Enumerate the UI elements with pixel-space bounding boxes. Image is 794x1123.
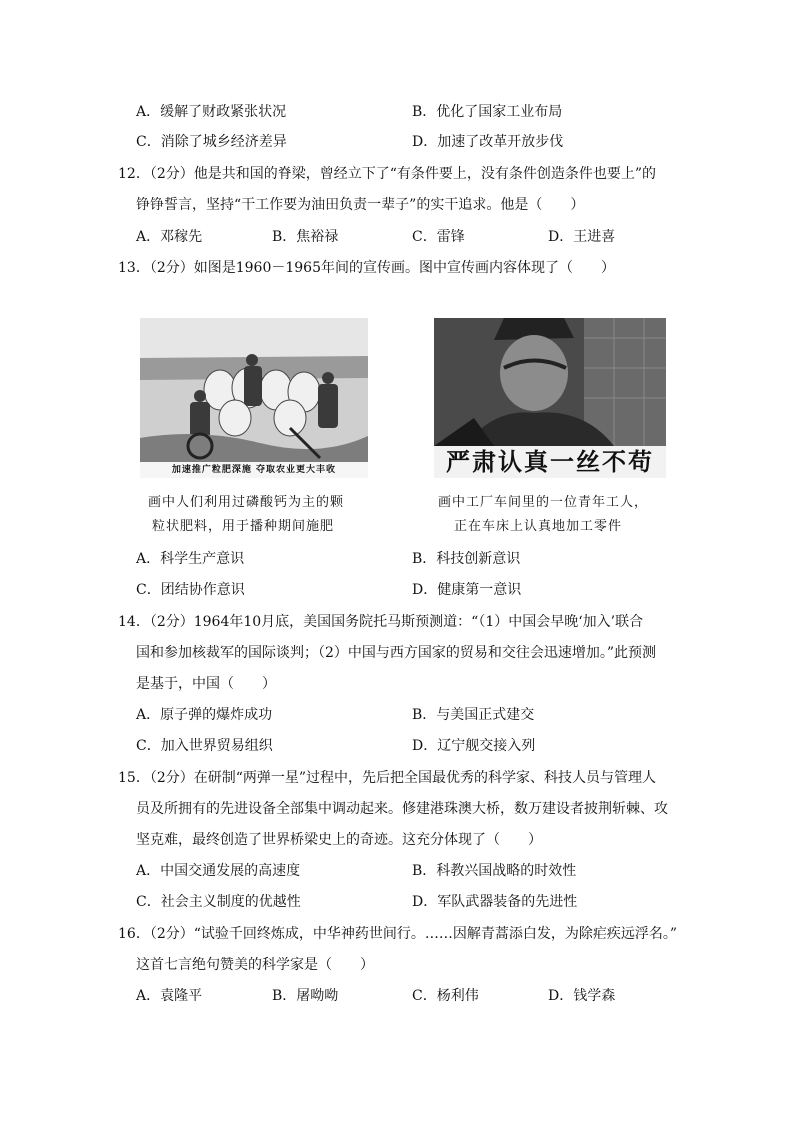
q11-option-d: D．加速了改革开放步伐 — [412, 134, 564, 150]
q13-option-c: C．团结协作意识 — [136, 582, 245, 598]
poster-right-image — [434, 318, 666, 478]
q11-option-a: A．缓解了财政紧张状况 — [136, 104, 287, 120]
q15-stem-line3: 坚克难，最终创造了世界桥梁史上的奇迹。这充分体现了（ ） — [136, 832, 542, 848]
q14-option-a: A．原子弹的爆炸成功 — [136, 707, 273, 723]
q14-option-b: B．与美国正式建交 — [412, 707, 535, 723]
q15-option-b: B．科教兴国战略的时效性 — [412, 863, 577, 879]
poster-right-illustration — [434, 318, 666, 446]
q12-stem-line1: 12．（2分）他是共和国的脊梁，曾经立下了“有条件要上，没有条件创造条件也要上”的 — [118, 166, 657, 182]
q14-option-c: C．加入世界贸易组织 — [136, 738, 273, 754]
q14-stem-line3: 是基于，中国（ ） — [136, 676, 276, 692]
q13-option-d: D．健康第一意识 — [412, 582, 522, 598]
q16-option-c: C．杨利伟 — [412, 988, 479, 1004]
q11-option-c: C．消除了城乡经济差异 — [136, 134, 287, 150]
q16-stem-line1: 16．（2分）“试验千回终炼成，中华神药世间行。……因解青蒿添白发，为除疟疾远浮名。” — [118, 926, 678, 942]
q12-stem-line2: 铮铮誓言，坚持“干工作要为油田负责一辈子”的实干追求。他是（ ） — [136, 197, 585, 213]
q15-option-d: D．军队武器装备的先进性 — [412, 894, 578, 910]
q14-stem-line2: 国和参加核裁军的国际谈判；（2）中国与西方国家的贸易和交往会迅速增加。”此预测 — [136, 645, 657, 661]
poster-right-caption-line1: 画中工厂车间里的一位青年工人， — [438, 495, 649, 510]
q16-stem-line2: 这首七言绝句赞美的科学家是（ ） — [136, 957, 374, 973]
q15-option-a: A．中国交通发展的高速度 — [136, 863, 301, 879]
poster-left-slogan: 加速推广粒肥深施 夺取农业更大丰收 — [140, 462, 368, 478]
poster-left-caption-line1: 画中人们利用过磷酸钙为主的颗 — [148, 495, 345, 510]
q11-option-b: B．优化了国家工业布局 — [412, 104, 563, 120]
q15-stem-line1: 15．（2分）在研制“两弹一星”过程中，先后把全国最优秀的科学家、科技人员与管理人 — [118, 770, 657, 786]
q15-stem-line2: 员及所拥有的先进设备全部集中调动起来。修建港珠澳大桥，数万建设者披荆斩棘、攻 — [136, 801, 668, 817]
q14-option-d: D．辽宁舰交接入列 — [412, 738, 536, 754]
poster-left-illustration — [140, 318, 368, 478]
poster-right-slogan: 严肃认真一丝不苟 — [434, 446, 666, 478]
q12-option-c: C．雷锋 — [412, 229, 465, 245]
poster-left-image — [140, 318, 368, 478]
q13-stem-line1: 13．（2分）如图是1960－1965年间的宣传画。图中宣传画内容体现了（ ） — [118, 260, 615, 276]
poster-right-caption-line2: 正在车床上认真地加工零件 — [454, 519, 623, 534]
q15-option-c: C．社会主义制度的优越性 — [136, 894, 301, 910]
q16-option-b: B．屠呦呦 — [272, 988, 339, 1004]
q12-option-d: D．王进喜 — [548, 229, 616, 245]
q13-option-b: B．科技创新意识 — [412, 551, 521, 567]
q16-option-d: D．钱学森 — [548, 988, 616, 1004]
q12-option-b: B．焦裕禄 — [272, 229, 339, 245]
poster-left-caption-line2: 粒状肥料，用于播种期间施肥 — [152, 519, 335, 534]
q14-stem-line1: 14．（2分）1964年10月底，美国国务院托马斯预测道：“（1）中国会早晚‘加入’联合 — [118, 614, 644, 630]
q13-option-a: A．科学生产意识 — [136, 551, 245, 567]
q12-option-a: A．邓稼先 — [136, 229, 203, 245]
q16-option-a: A．袁隆平 — [136, 988, 203, 1004]
